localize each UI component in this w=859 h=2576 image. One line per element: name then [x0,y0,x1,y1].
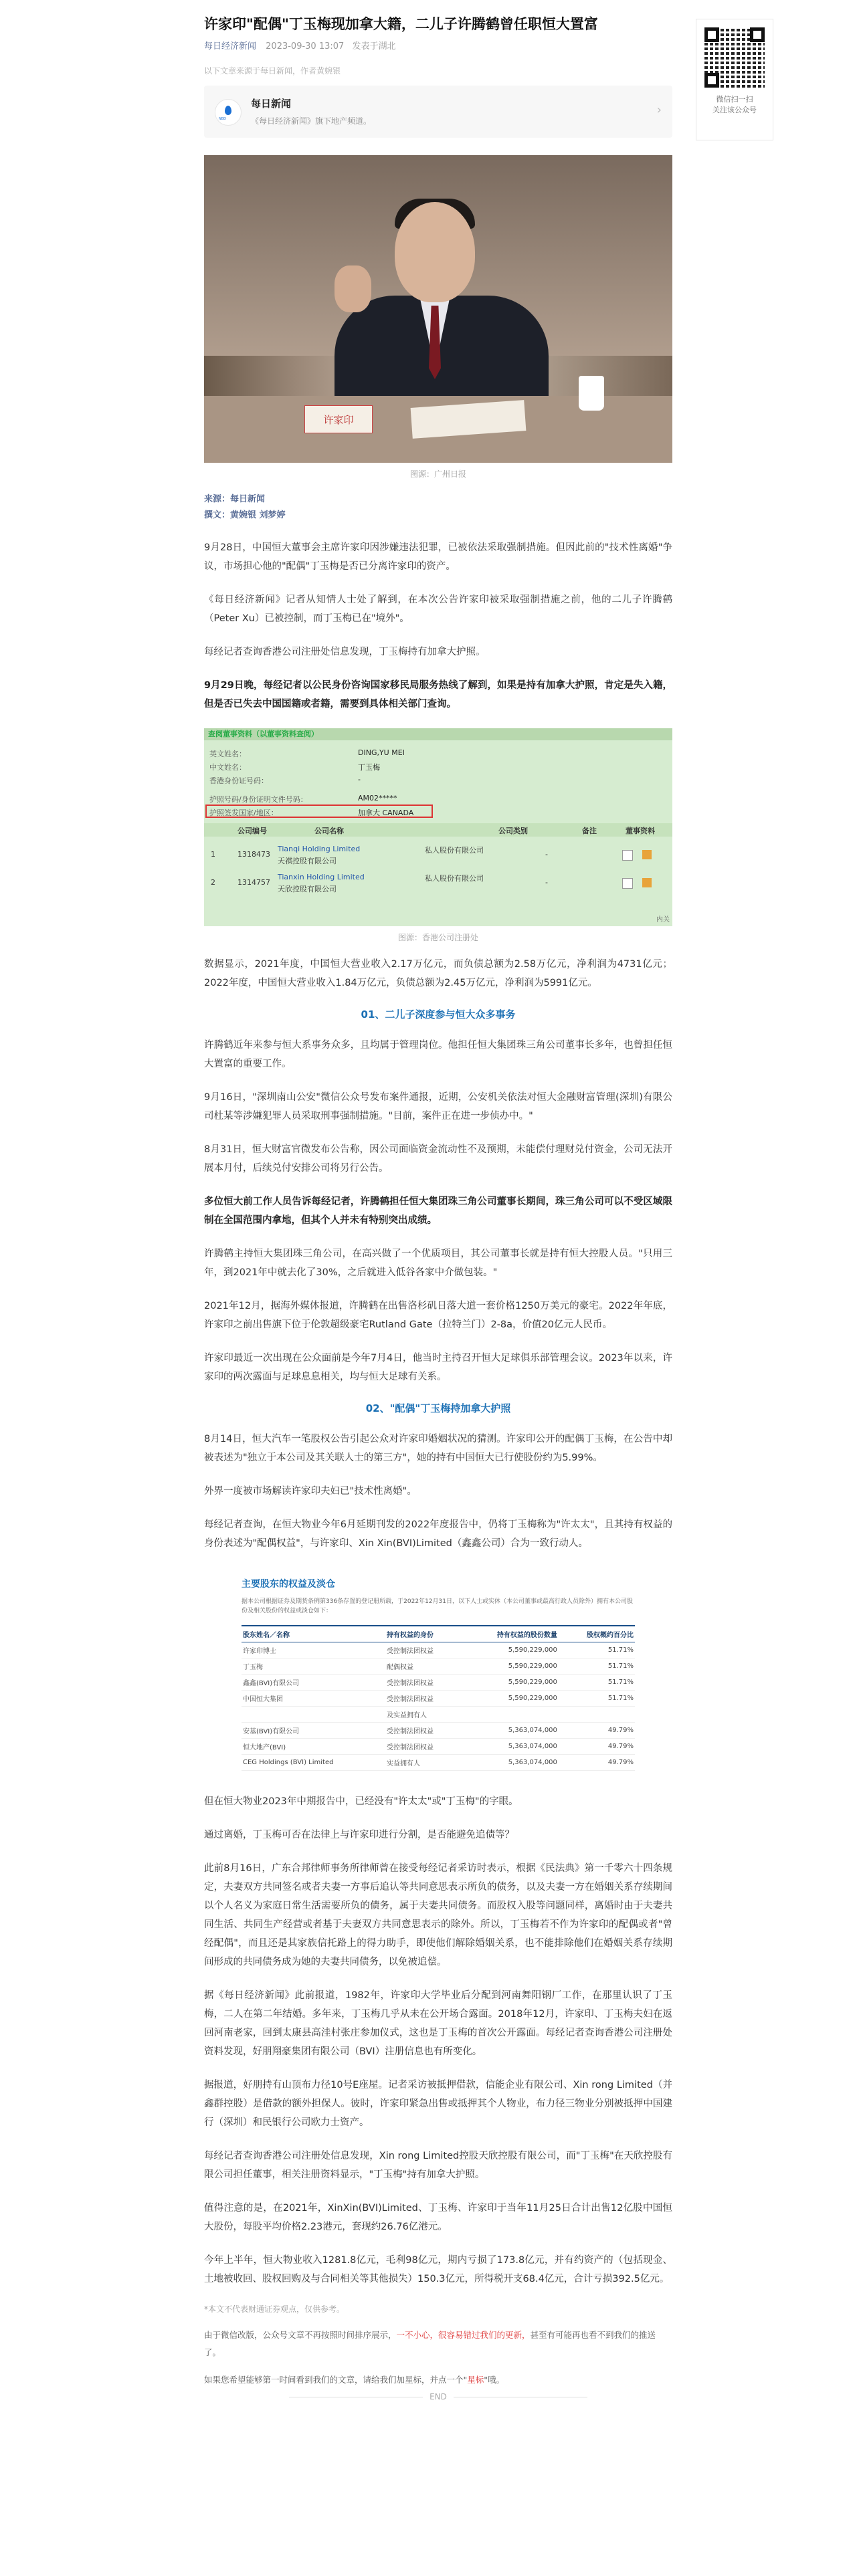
shareholder-table-image [231,1568,646,1784]
table-row: 及实益拥有人 [242,1707,635,1723]
account-logo: NBD [215,99,242,126]
registry-label: 护照签发国家/地区： [209,809,278,817]
table-row: 恒大地产(BVI) 受控制法团权益 5,363,074,000 49.79% [242,1739,635,1755]
registry-value: DING,YU MEI [358,748,405,757]
qr-caption-line2: 关注该公众号 [712,106,757,114]
source-account-name: 每日新闻 [251,98,292,110]
paragraph: 许腾鹤近年来参与恒大系事务众多，且均属于管理岗位。他担任恒大集团珠三角公司董事长多年，也曾担任恒大置富的重要工作。 [204,1040,672,1069]
paragraph: 2021年12月，据海外媒体报道，许腾鹤在出售洛杉矶日落大道一套价格1250万美元的豪宅。2022年年底，许家印之前出售旗下位于伦敦超级豪宅Rutland Gate（拉特兰门）2-8a，价值20亿元人民币。 [204,1301,672,1330]
paragraph: 通过离婚，丁玉梅可否在法律上与许家印进行分割，是否能避免追债等？ [204,1830,514,1840]
paragraph: 每经记者查询香港公司注册处信息发现，Xin rong Limited控股天欣控股有限公司，而"丁玉梅"在天欣控股有限公司担任董事，相关注册资料显示，"丁玉梅"持有加拿大护照。 [204,2151,672,2180]
paragraph: 8月31日，恒大财富官微发布公告称，因公司面临资金流动性不及预期，未能偿付理财兑付资金，公司无法开展本月付，后续兑付安排公司将另行公告。 [204,1144,672,1174]
registry-more: 内关 [656,916,670,924]
registry-value: 加拿大 CANADA [358,809,414,817]
paragraph: 《每日经济新闻》记者从知情人士处了解到，在本次公告许家印被采取强制措施之前，他的二儿子许腾鹤（Peter Xu）已被控制，而丁玉梅已在"境外"。 [204,595,672,624]
account-name-link[interactable]: 每日经济新闻 [204,41,257,51]
table-row: 鑫鑫(BVI)有限公司 受控制法团权益 5,590,229,000 51.71% [242,1675,635,1691]
disclaimer: *本文不代表财通证券观点，仅供参考。 [204,2304,345,2314]
folder-icon[interactable] [642,878,652,887]
registry-label: 英文姓名： [209,750,246,758]
end-marker: END [204,2392,672,2401]
paragraph: 每经记者查询，在恒大物业今年6月延期刊发的2022年度报告中，仍将丁玉梅称为"许太太"，且其持有权益的身份表述为"配偶权益"，与许家印、Xin Xin(BVI)Limited（鑫鑫公司）合为一致行动人。 [204,1519,672,1549]
photo-caption: 图源：广州日报 [409,469,466,479]
source-account-desc: 《每日经济新闻》旗下地产频道。 [251,116,372,126]
name-plate: 许家印 [304,405,373,433]
wechat-notice: 由于微信改版，公众号文章不再按照时间排序展示，一不小心，很容易错过我们的更新，甚至有可能再也看不到我们的推送了。 [204,2330,656,2357]
registry-row: 1 1318473 Tianqi Holding Limited 天祺控股有限公司 私人股份有限公司 - [204,842,672,869]
publish-date: 2023-09-30 13:07 [266,41,345,51]
registry-value: - [358,775,361,784]
table-row: 许家印博士 受控制法团权益 5,590,229,000 51.71% [242,1642,635,1658]
registry-label: 中文姓名： [209,763,246,772]
paragraph-bold: 多位恒大前工作人员告诉每经记者，许腾鹤担任恒大集团珠三角公司董事长期间，珠三角公司可以不受区域限制在全国范围内拿地，但其个人并未有特别突出成绩。 [204,1196,672,1226]
shares-desc: 据本公司根据证券及期货条例第336条存置的登记册所载，于2022年12月31日，以下人士或实体（本公司董事或最高行政人员除外）拥有本公司股份及相关股份的权益或淡仓如下： [242,1598,633,1614]
paragraph: 但在恒大物业2023年中期报告中，已经没有"许太太"或"丁玉梅"的字眼。 [204,1796,518,1807]
qr-code-panel [696,19,773,140]
qr-caption-line1: 微信扫一扫 [716,95,753,104]
source-line: 来源：每日新闻 [204,494,266,504]
table-row: 丁玉梅 配偶权益 5,590,229,000 51.71% [242,1658,635,1675]
registry-value: 丁玉梅 [358,763,380,772]
registry-table-header: 公司编号 公司名称 公司类别 备注 董事资料 [204,823,672,837]
section-heading: 01、二儿子深度参与恒大众多事务 [361,1008,516,1021]
paragraph: 9月28日，中国恒大董事会主席许家印因涉嫌违法犯罪，已被依法采取强制措施。但因此前的"技术性离婚"争议，市场担心他的"配偶"丁玉梅是否已分离许家印的资产。 [204,542,672,572]
folder-icon[interactable] [642,850,652,859]
paragraph: 8月14日，恒大汽车一笔股权公告引起公众对许家印婚姻状况的猜测。许家印公开的配偶丁玉梅，在公告中却被表述为"独立于本公司及其关联人士的第三方"，她的持有中国恒大已行使股份约为5.99%。 [204,1434,672,1463]
paragraph: 今年上半年，恒大物业收入1281.8亿元，毛利98亿元，期内亏损了173.8亿元，并有约资产的（包括现金、土地被收回、股权回购及与合同相关等其他损失）150.3亿元，所得税开支68.4亿元，合计亏损392.5亿元。 [204,2255,672,2284]
paragraph: 据报道，好朋持有山顶布力径10号E座屋。记者采访被抵押借款，信能企业有限公司、Xin rong Limited（并鑫群控股）是借款的额外担保人。彼时，许家印紧急出售或抵押其个人物业，布力径三物业分别被抵押中国建行（深圳）和民银行公司欧力士资产。 [204,2080,672,2128]
company-registry-screenshot [204,728,672,926]
star-tip: 如果您希望能够第一时间看到我们的文章，请给我们加星标，并点一个"星标"哦。 [204,2375,505,2385]
chevron-right-icon: › [656,103,662,117]
editor-line: 撰文：黄婉银 刘梦婷 [204,510,286,520]
qr-finder-top-left [704,27,719,42]
registry-row: 2 1314757 Tianxin Holding Limited 天欣控股有限公司 私人股份有限公司 - [204,870,672,897]
shares-title: 主要股东的权益及淡仓 [242,1579,335,1590]
qr-finder-bottom-left [704,73,719,88]
document-icon[interactable] [622,878,633,889]
table-row: 安基(BVI)有限公司 受控制法团权益 5,363,074,000 49.79% [242,1723,635,1739]
article-meta [204,39,672,51]
paragraph: 外界一度被市场解读许家印夫妇已"技术性离婚"。 [204,1486,417,1497]
paragraph: 值得注意的是，在2021年，XinXin(BVI)Limited、丁玉梅、许家印于当年11月25日合计出售12亿股中国恒大股份，每股平均价格2.23港元，套现约26.76亿港元。 [204,2203,672,2232]
registry-caption: 图源：香港公司注册处 [397,933,478,942]
article-title: 许家印"配偶"丁玉梅现加拿大籍，二儿子许腾鹤曾任职恒大置富 [204,16,598,32]
shares-table: 股东姓名／名称 持有权益的身份 持有权益的股份数量 股权概约百分比 许家印博士 受控制法团权益 5,590,229,000 51.71% 丁玉梅 配偶权益 5,590,229,000 51.71% 鑫鑫(BVI)有限公司 受控制法团权益 5,590,229,000 51.71% 中国恒大集团 受控制法团权益 5,590,229,000 51.71% 及实益拥有人 安基(BVI)有限公司 受控制法团权益 5,363,074,000 49.79% 恒大地产(BVI) 受控制法团权益 5,363,074,000 49.79% CEG Holdings (BVI) Limited 实益拥有人 5,363,074,000 49.79% [242,1625,635,1771]
publish-location: 发表于湖北 [352,41,396,51]
registry-header: 查阅董事资料（以董事资料查阅） [204,728,672,740]
article [204,0,672,2407]
paragraph: 9月16日，"深圳南山公安"微信公众号发布案件通报，近期，公安机关依法对恒大金融财富管理(深圳)有限公司杜某等涉嫌犯罪人员采取刑事强制措施。"目前，案件正在进一步侦办中。" [204,1092,672,1121]
registry-label: 护照号码/身份证明文件号码： [209,795,308,804]
registry-value: AM02***** [358,794,397,802]
paragraph: 此前8月16日，广东合邦律师事务所律师曾在接受每经记者采访时表示，根据《民法典》第一千零六十四条规定，夫妻双方共同签名或者夫妻一方事后追认等共同意思表示所负的债务，以及夫妻一方在婚姻关系存续期间以个人名义为家庭日常生活需要所负的债务，属于夫妻共同债务。而股权入股等问题同样，离婚时由于夫妻共同生活、共同生产经营或者基于夫妻双方共同意思表示的除外。所以，丁玉梅若不作为许家印的配偶或者"曾经配偶"，而且还是其家族信托路上的得力助手，即使他们解除婚姻关系，也不能排除他们在婚姻关系存续期间形成的共同债务成为她的夫妻共同债务，以免被追偿。 [204,1863,672,1967]
qr-finder-top-right [750,27,765,42]
document-icon[interactable] [622,850,633,861]
paragraph: 据《每日经济新闻》此前报道，1982年，许家印大学毕业后分配到河南舞阳钢厂工作，在那里认识了丁玉梅，二人在第二年结婚。多年来，丁玉梅几乎从未在公开场合露面。2018年12月，许家印、丁玉梅夫妇在返回河南老家，回到太康县高洼村张庄参加仪式，这也是丁玉梅的首次公开露面。每经记者查询香港公司注册处资料发现，好朋翔豪集团有限公司（BVI）注册信息也有所变化。 [204,1990,672,2057]
table-row: 中国恒大集团 受控制法团权益 5,590,229,000 51.71% [242,1691,635,1707]
paragraph-bold: 9月29日晚，每经记者以公民身份咨询国家移民局服务热线了解到，如果是持有加拿大护照，肯定是失入籍，但是否已失去中国国籍或者籍，需要到具体相关部门查询。 [204,680,672,710]
source-notice: 以下文章来源于每日新闻，作者黄婉银 [204,66,341,76]
paragraph: 许家印最近一次出现在公众面前是今年7月4日，他当时主持召开恒大足球俱乐部管理会议。2023年以来，许家印的两次露面与足球息息相关，均与恒大足球有关系。 [204,1353,672,1382]
section-heading: 02、"配偶"丁玉梅持加拿大护照 [365,1402,511,1414]
paragraph: 许腾鹤主持恒大集团珠三角公司，在高兴做了一个优质项目，其公司董事长就是持有恒大控股人员。"只用三年，到2021年中就去化了30%，之后就进入低谷各家中介做包装。" [204,1249,672,1278]
registry-label: 香港身份证号码： [209,776,268,785]
article-photo [204,155,672,463]
paragraph: 每经记者查询香港公司注册处信息发现，丁玉梅持有加拿大护照。 [204,647,486,657]
highlight-box [205,804,433,818]
table-row: CEG Holdings (BVI) Limited 实益拥有人 5,363,074,000 49.79% [242,1755,635,1771]
paragraph: 数据显示，2021年度，中国恒大营业收入2.17万亿元，而负债总额为2.58万亿元，净利润为4731亿元；2022年度，中国恒大营业收入1.84万亿元，负债总额为2.45万亿元，净利润为5991亿元。 [204,959,672,988]
source-account-card[interactable] [204,86,672,138]
